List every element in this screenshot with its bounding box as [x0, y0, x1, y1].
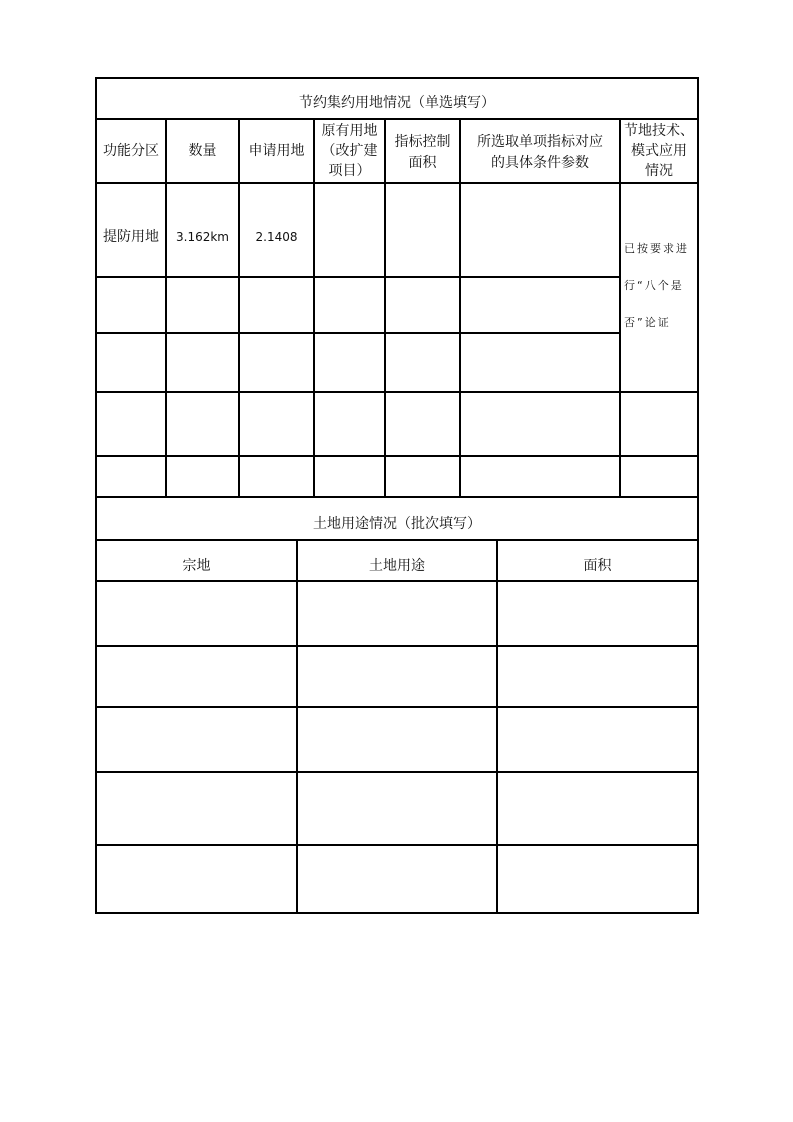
column-rule	[296, 539, 298, 914]
header-area: 面积	[583, 558, 612, 574]
header-applied-land: 申请用地	[248, 142, 305, 159]
rule	[95, 771, 699, 773]
rule	[95, 580, 699, 582]
header-condition-params: 所选取单项指标对应 的具体条件参数	[477, 134, 603, 171]
row1-applied-land: 2.1408	[255, 229, 298, 244]
section1-title: 节约集约用地情况（单选填写）	[299, 95, 495, 111]
table-border-bottom	[95, 912, 699, 914]
header-land-saving-technique: 节地技术、 模式应用 情况	[624, 123, 694, 179]
table-border-right	[697, 77, 699, 914]
rule	[95, 645, 699, 647]
row1-zone: 提防用地	[103, 228, 159, 245]
rule	[95, 332, 620, 334]
header-control-area: 指标控制 面积	[394, 134, 451, 171]
header-original-land: 原有用地 （改扩建 项目）	[321, 123, 378, 179]
header-parcel: 宗地	[182, 558, 211, 574]
header-land-use: 土地用途	[369, 558, 425, 574]
rule	[95, 706, 699, 708]
section2-title: 土地用途情况（批次填写）	[313, 516, 481, 532]
column-rule	[496, 539, 498, 914]
rule	[95, 391, 699, 393]
rule	[95, 844, 699, 846]
technique-note: 已按要求进 行“八个是 否”论证	[624, 242, 689, 329]
header-quantity: 数量	[188, 142, 217, 159]
row1-quantity: 3.162km	[176, 229, 229, 244]
rule	[95, 455, 699, 457]
header-zone: 功能分区	[103, 142, 159, 159]
